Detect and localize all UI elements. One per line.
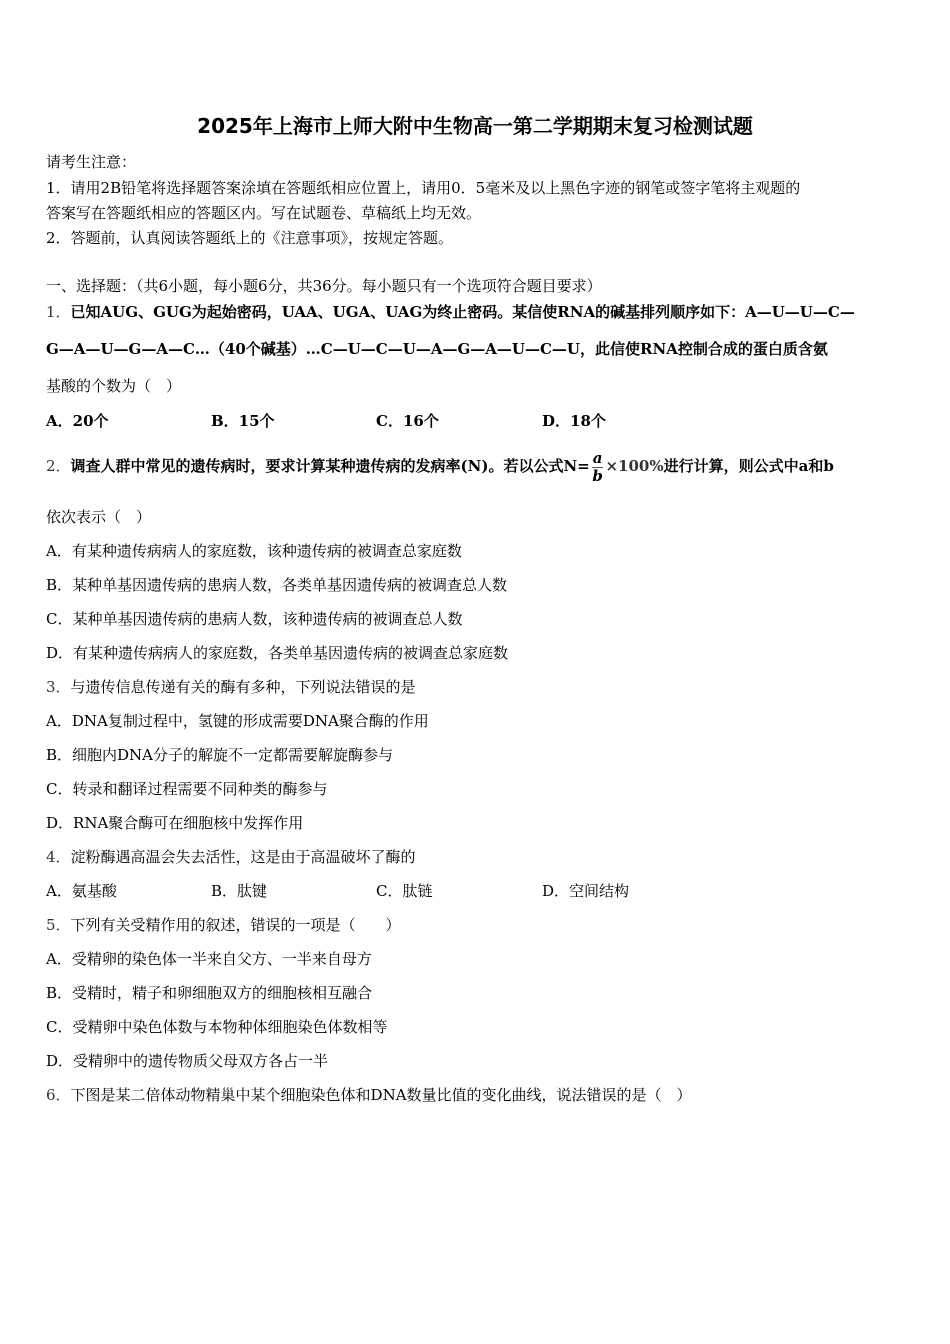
question-2-text-post: 进行计算，则公式中a和b — [663, 457, 834, 475]
question-4-line — [46, 847, 416, 867]
question-1-option-c[interactable]: C．16个 — [376, 412, 439, 430]
question-3-option-d[interactable]: D．RNA聚合酶可在细胞核中发挥作用 — [46, 814, 304, 832]
question-4-number: 4． — [46, 848, 71, 866]
page-title: 2025年上海市上师大附中生物高一第二学期期末复习检测试题 — [197, 114, 753, 138]
question-4-option-d[interactable]: D．空间结构 — [542, 882, 630, 900]
fraction-denominator: b — [592, 466, 603, 485]
question-4-text: 淀粉酶遇高温会失去活性，这是由于高温破坏了酶的 — [70, 848, 416, 866]
question-1-option-d[interactable]: D．18个 — [542, 412, 606, 430]
notice-item-1b: 答案写在答题纸相应的答题区内。写在试题卷、草稿纸上均无效。 — [46, 204, 482, 222]
question-4-option-b[interactable]: B．肽键 — [211, 882, 268, 900]
question-2-option-b[interactable]: B．某种单基因遗传病的患病人数，各类单基因遗传病的被调查总人数 — [46, 576, 508, 594]
percent-factor: ×100% — [605, 457, 664, 475]
question-4-option-a[interactable]: A．氨基酸 — [46, 882, 117, 900]
question-3-line — [46, 677, 416, 697]
question-3-text: 与遗传信息传递有关的酶有多种，下列说法错误的是 — [70, 678, 416, 696]
question-4-options — [46, 881, 906, 901]
question-2-number: 2． — [46, 457, 71, 475]
question-2-option-a[interactable]: A．有某种遗传病病人的家庭数，该种遗传病的被调查总家庭数 — [46, 542, 462, 560]
question-6-text: 下图是某二倍体动物精巢中某个细胞染色体和DNA数量比值的变化曲线，说法错误的是（ ） — [70, 1086, 692, 1104]
question-3-number: 3． — [46, 678, 71, 696]
question-3-option-b[interactable]: B．细胞内DNA分子的解旋不一定都需要解旋酶参与 — [46, 746, 394, 764]
question-2-text-pre: 调查人群中常见的遗传病时，要求计算某种遗传病的发病率(N)。若以公式N= — [70, 457, 590, 475]
question-2-option-d[interactable]: D．有某种遗传病病人的家庭数，各类单基因遗传病的被调查总家庭数 — [46, 644, 509, 662]
question-5-line — [46, 915, 401, 935]
question-6-number: 6． — [46, 1086, 71, 1104]
question-1-option-b[interactable]: B．15个 — [211, 412, 275, 430]
question-2-line-2: 依次表示（ ） — [46, 508, 152, 526]
notice-item-1a: 1．请用2B铅笔将选择题答案涂填在答题纸相应位置上，请用0．5毫米及以上黑色字迹的钢笔或签字笔将主观题的 — [46, 179, 801, 197]
question-5-option-d[interactable]: D．受精卵中的遗传物质父母双方各占一半 — [46, 1052, 329, 1070]
question-3-option-c[interactable]: C．转录和翻译过程需要不同种类的酶参与 — [46, 780, 328, 798]
question-5-option-a[interactable]: A．受精卵的染色体一半来自父方、一半来自母方 — [46, 950, 372, 968]
fraction-formula — [592, 450, 604, 485]
question-5-option-b[interactable]: B．受精时，精子和卵细胞双方的细胞核相互融合 — [46, 984, 373, 1002]
question-5-number: 5． — [46, 916, 71, 934]
question-1-line-2: G—A—U—G—A—C…（40个碱基）…C—U—C—U—A—G—A—U—C—U，此信使RNA控制合成的蛋白质含氨 — [46, 340, 828, 358]
question-2-option-c[interactable]: C．某种单基因遗传病的患病人数，该种遗传病的被调查总人数 — [46, 610, 463, 628]
question-2-line-1 — [46, 448, 834, 485]
question-4-option-c[interactable]: C．肽链 — [376, 882, 433, 900]
question-1-number: 1． — [46, 303, 71, 321]
question-3-option-a[interactable]: A．DNA复制过程中，氢键的形成需要DNA聚合酶的作用 — [46, 712, 429, 730]
question-1-options — [46, 411, 906, 431]
question-1-text: 已知AUG、GUG为起始密码，UAA、UGA、UAG为终止密码。某信使RNA的碱基排列顺序如下：A—U—U—C— — [70, 303, 855, 321]
section-heading: 一、选择题：（共6小题，每小题6分，共36分。每小题只有一个选项符合题目要求） — [46, 277, 602, 295]
notice-heading: 请考生注意： — [46, 153, 137, 171]
question-1-option-a[interactable]: A．20个 — [46, 412, 109, 430]
question-1-line-3: 基酸的个数为（ ） — [46, 377, 182, 395]
question-5-text: 下列有关受精作用的叙述，错误的一项是（ ） — [70, 916, 401, 934]
question-1-line-1 — [46, 302, 855, 322]
fraction-numerator: a — [592, 448, 603, 467]
question-6-line — [46, 1085, 692, 1105]
notice-item-2: 2．答题前，认真阅读答题纸上的《注意事项》，按规定答题。 — [46, 229, 454, 247]
question-5-option-c[interactable]: C．受精卵中染色体数与本物种体细胞染色体数相等 — [46, 1018, 388, 1036]
